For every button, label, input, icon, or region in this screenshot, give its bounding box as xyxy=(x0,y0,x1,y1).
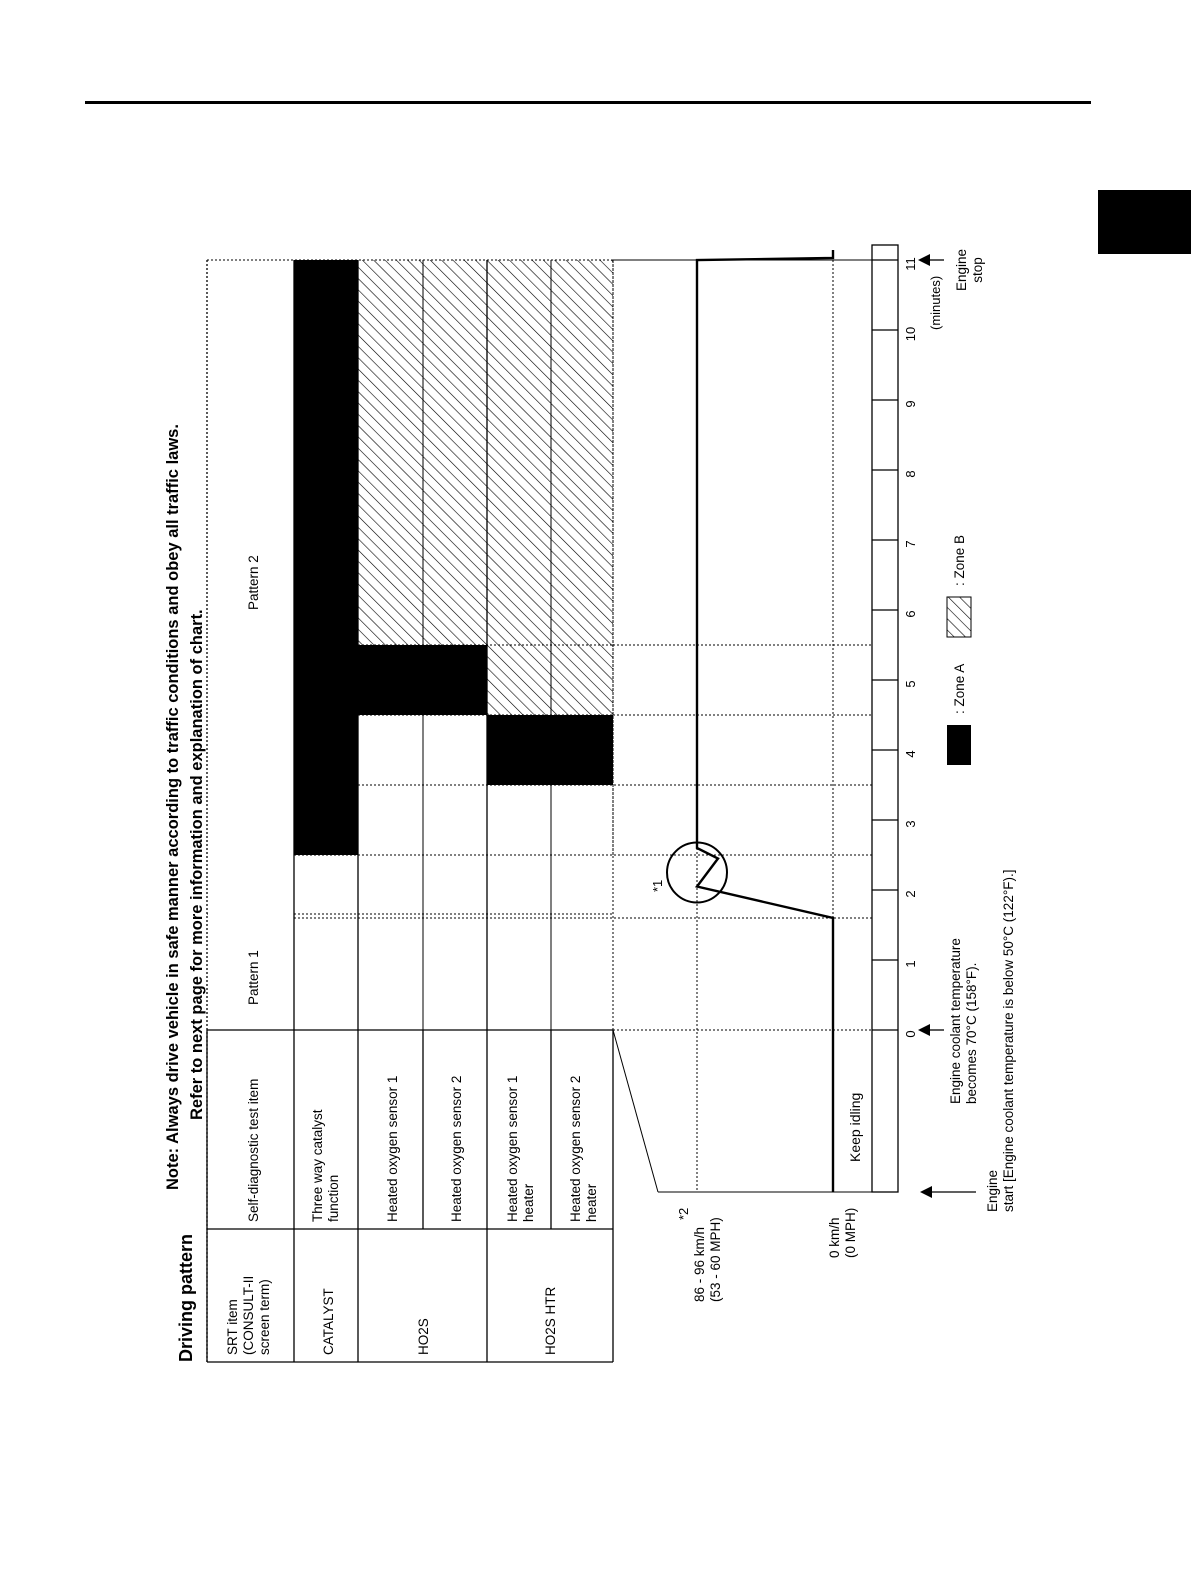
srt-header xyxy=(225,1276,272,1355)
item-ho2s1-heater xyxy=(505,1076,536,1222)
srt-header-line: screen term) xyxy=(256,1279,272,1355)
srt-ho2s-line: HO2S xyxy=(416,1318,431,1355)
time-tick-label xyxy=(903,327,918,341)
pattern2-label xyxy=(246,555,261,610)
engine-start-annotation xyxy=(985,870,1016,1212)
speed-profile-line xyxy=(697,250,833,1192)
zone-b-bar xyxy=(551,260,613,715)
item-ho2s2 xyxy=(449,1076,464,1222)
test-item-header xyxy=(246,1079,261,1222)
srt-catalyst-line: CATALYST xyxy=(321,1288,336,1355)
speed-low-label xyxy=(827,1208,858,1258)
time-tick-label xyxy=(903,960,918,967)
item-ho2s2-heater xyxy=(568,1076,599,1222)
note-line-1 xyxy=(164,424,182,1190)
time-tick-label xyxy=(903,610,918,617)
engine-start-arrow-head xyxy=(920,1186,932,1198)
item-ho2s2 xyxy=(449,1076,464,1222)
pattern2-label-line: Pattern 2 xyxy=(246,555,261,610)
bracket-line xyxy=(613,1030,658,1192)
speed-high-label xyxy=(692,1217,723,1302)
item-catalyst xyxy=(310,1109,341,1222)
legend-zone-a-label-line: : Zone A xyxy=(952,663,967,714)
zone-a-bar xyxy=(551,715,613,785)
time-tick-label xyxy=(903,680,918,687)
zone-b-bar xyxy=(358,260,423,645)
item-ho2s2-line: Heated oxygen sensor 2 xyxy=(449,1075,464,1222)
speed-mark-2 xyxy=(676,1208,691,1220)
coolant-annotation xyxy=(948,938,979,1104)
engine-stop-arrow-head xyxy=(918,254,930,266)
item-ho2s1 xyxy=(385,1076,400,1222)
srt-catalyst xyxy=(321,1288,336,1355)
zone-a-bar xyxy=(487,715,551,785)
item-ho2s1-heater-line: Heated oxygen sensor 1 xyxy=(505,1075,520,1222)
time-tick-label xyxy=(903,610,918,617)
time-tick-label xyxy=(903,820,918,827)
time-tick-label-line: 7 xyxy=(903,540,918,548)
time-axis-box xyxy=(872,245,898,1192)
time-tick-label-line: 8 xyxy=(903,470,918,478)
page-title-line: Driving pattern xyxy=(176,1233,196,1362)
note-line-1-line: Note: Always drive vehicle in safe manner according to traffic conditions and obey all traffic laws. xyxy=(164,424,182,1190)
coolant-annotation-line: Engine coolant temperature xyxy=(948,938,963,1104)
note-mark-1 xyxy=(650,880,665,892)
time-tick-label xyxy=(903,540,918,547)
pattern1-label-line: Pattern 1 xyxy=(246,950,261,1005)
zone-a-bar xyxy=(423,645,487,715)
item-ho2s2-heater xyxy=(568,1076,599,1222)
speed-low-label-line: 0 km/h xyxy=(827,1217,842,1258)
engine-stop-annotation-line: Engine xyxy=(954,248,969,292)
note-line-1 xyxy=(164,424,182,1190)
engine-start-annotation xyxy=(985,870,1016,1212)
speed-low-label xyxy=(827,1208,858,1258)
pattern2-label xyxy=(246,555,261,610)
time-tick-label xyxy=(903,327,918,341)
item-ho2s2-heater-line: heater xyxy=(583,1183,599,1222)
time-tick-label xyxy=(903,1030,918,1037)
srt-catalyst xyxy=(321,1288,336,1355)
srt-header-line: SRT item xyxy=(225,1299,240,1355)
time-tick-label-line: 3 xyxy=(903,820,918,828)
legend-zone-b-label-line: : Zone B xyxy=(952,534,967,586)
speed-high-label-line: (53 - 60 MPH) xyxy=(707,1217,723,1302)
time-tick-label xyxy=(903,400,918,407)
time-tick-label-line: 6 xyxy=(903,610,918,618)
time-tick-label xyxy=(903,257,918,271)
time-tick-label xyxy=(903,890,918,897)
srt-header-line: (CONSULT-II xyxy=(240,1275,256,1355)
pattern1-label xyxy=(246,950,261,1005)
speed-mark-2 xyxy=(676,1208,691,1220)
time-tick-label xyxy=(903,750,918,757)
time-unit-label-line: (minutes) xyxy=(928,275,943,330)
item-catalyst-line: Three way catalyst xyxy=(310,1109,325,1222)
time-tick-label-line: 1 xyxy=(903,960,918,968)
test-item-header xyxy=(246,1079,261,1222)
test-item-header-line: Self-diagnostic test item xyxy=(246,1078,261,1222)
srt-ho2s-htr xyxy=(543,1286,558,1355)
zone-b-bar xyxy=(487,260,551,715)
keep-idling-label xyxy=(847,1093,863,1162)
time-tick-label-line: 9 xyxy=(903,400,918,408)
time-tick-label xyxy=(903,540,918,547)
srt-ho2s-htr xyxy=(543,1286,558,1355)
time-tick-label xyxy=(903,890,918,897)
legend-zone-b-swatch xyxy=(947,597,971,637)
note-line-2 xyxy=(188,609,206,1120)
note-line-2-line: Refer to next page for more information and explanation of chart. xyxy=(188,609,206,1120)
time-tick-label xyxy=(903,960,918,967)
page-title xyxy=(176,1234,196,1362)
pattern1-label xyxy=(246,950,261,1005)
engine-start-annotation-line: start [Engine coolant temperature is below 50°C (122°F).] xyxy=(1000,869,1016,1212)
time-tick-label xyxy=(903,1030,918,1037)
engine-stop-annotation-line: stop xyxy=(969,257,985,283)
keep-idling-label xyxy=(847,1093,863,1162)
speed-high-label xyxy=(692,1217,723,1302)
item-ho2s1 xyxy=(385,1076,400,1222)
zone-a-bar xyxy=(358,645,423,715)
item-catalyst-line: function xyxy=(325,1174,341,1222)
item-catalyst xyxy=(310,1109,341,1222)
zone-a-bar xyxy=(294,260,358,855)
item-ho2s1-heater-line: heater xyxy=(520,1183,536,1222)
keep-idling-label-line: Keep idling xyxy=(847,1092,863,1162)
coolant-arrow-head xyxy=(918,1024,930,1036)
time-tick-label xyxy=(903,750,918,757)
coolant-annotation xyxy=(948,938,979,1104)
legend-zone-b-label xyxy=(952,535,967,586)
speed-mark-2-line: *2 xyxy=(676,1207,691,1220)
time-tick-label xyxy=(903,400,918,407)
srt-ho2s xyxy=(416,1318,431,1355)
srt-header xyxy=(225,1276,272,1355)
legend-zone-a-swatch xyxy=(947,725,971,765)
engine-stop-annotation xyxy=(954,249,985,291)
time-tick-label xyxy=(903,257,918,271)
item-ho2s1-heater xyxy=(505,1076,536,1222)
item-ho2s2-heater-line: Heated oxygen sensor 2 xyxy=(568,1075,583,1222)
time-tick-label xyxy=(903,470,918,477)
time-unit-label xyxy=(928,276,943,330)
time-tick-label-line: 10 xyxy=(903,326,918,342)
time-tick-label-line: 5 xyxy=(903,680,918,688)
time-tick-label xyxy=(903,680,918,687)
zone-b-bar xyxy=(423,260,487,645)
speed-low-label-line: (0 MPH) xyxy=(842,1207,858,1258)
item-ho2s1-line: Heated oxygen sensor 1 xyxy=(385,1075,400,1222)
speed-high-label-line: 86 - 96 km/h xyxy=(692,1226,707,1302)
legend-zone-a-label xyxy=(952,664,967,714)
time-tick-label-line: 0 xyxy=(903,1030,918,1038)
note-mark-1-line: *1 xyxy=(650,879,665,892)
note-line-2 xyxy=(188,609,206,1120)
time-tick-label-line: 2 xyxy=(903,890,918,898)
time-tick-label xyxy=(903,470,918,477)
time-tick-label xyxy=(903,820,918,827)
engine-stop-annotation xyxy=(954,249,985,291)
note-mark-1 xyxy=(650,880,665,892)
srt-ho2s-htr-line: HO2S HTR xyxy=(543,1286,558,1355)
time-tick-label-line: 11 xyxy=(903,257,918,271)
legend-zone-b-label xyxy=(952,535,967,586)
page-title xyxy=(176,1234,196,1362)
engine-start-annotation-line: Engine xyxy=(985,1169,1000,1212)
coolant-annotation-line: becomes 70°C (158°F). xyxy=(963,962,979,1104)
srt-ho2s xyxy=(416,1318,431,1355)
legend-zone-a-label xyxy=(952,664,967,714)
time-tick-label-line: 4 xyxy=(903,750,918,758)
time-unit-label xyxy=(928,276,943,330)
